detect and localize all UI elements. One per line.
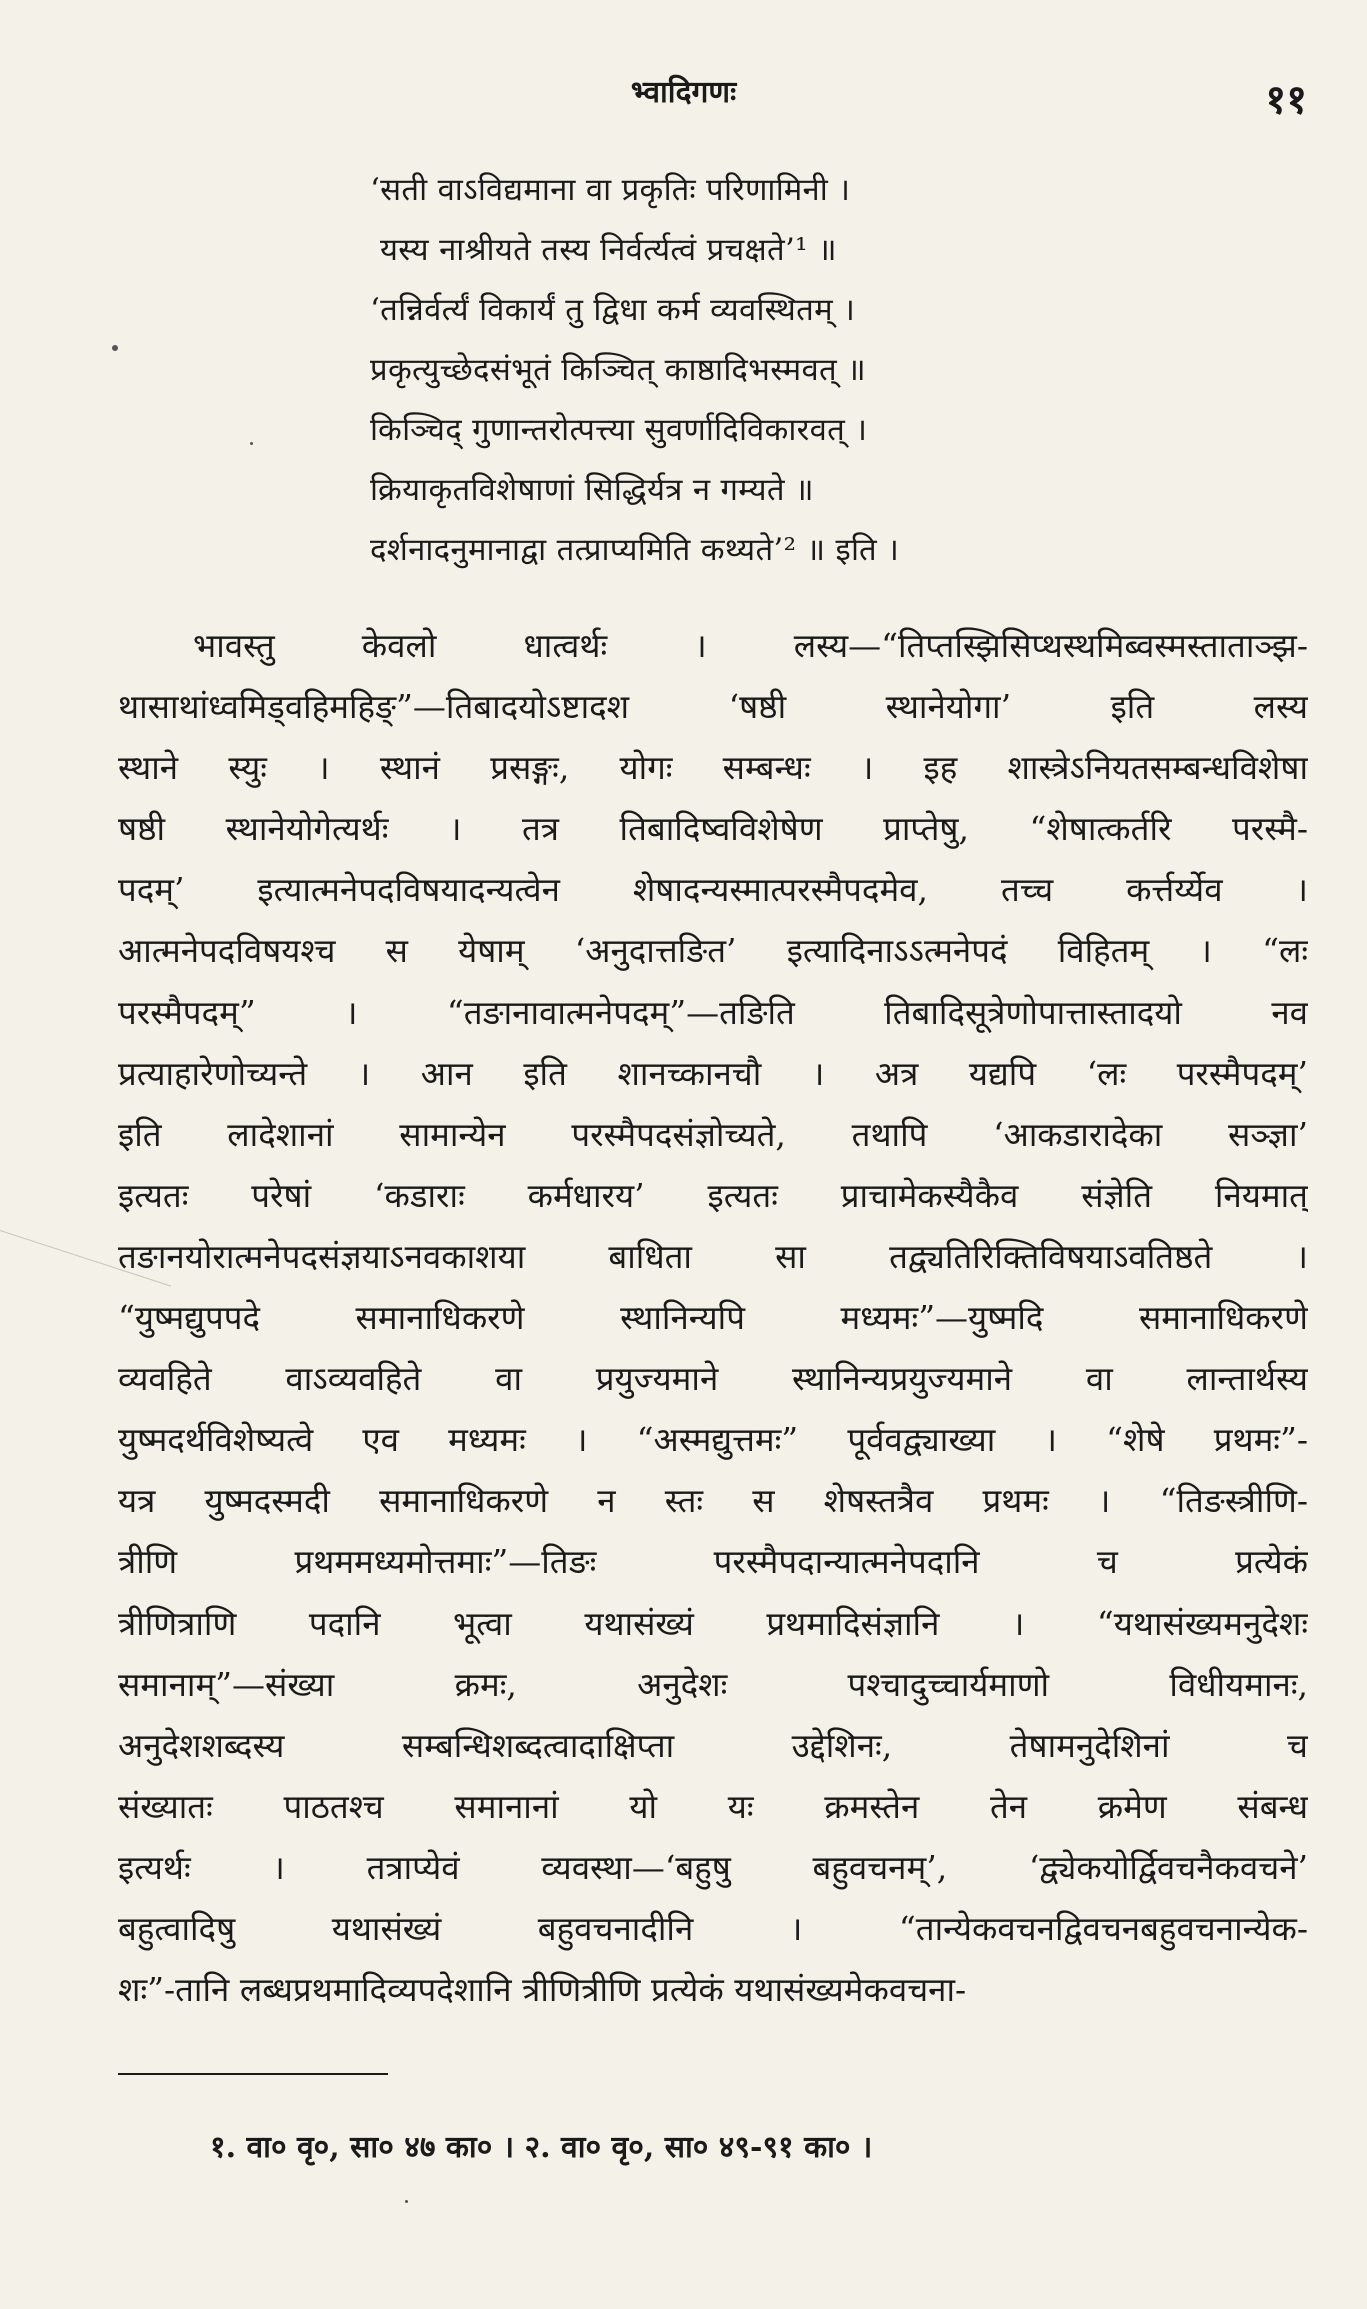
footnote: १. वा० वृ०, सा० ४७ का० । २. वा० वृ०, सा० ४९-९१ का० । (210, 2130, 873, 2165)
text-line: त्रीणित्राणि पदानि भूत्वा यथासंख्यं प्रथमादिसंज्ञानि । “यथासंख्यमनुदेशः (118, 1603, 1308, 1643)
footnote-rule (118, 2073, 388, 2075)
text-line: यत्र युष्मदस्मदी समानाधिकरणे न स्तः स शेषस्तत्रैव प्रथमः । “तिङस्त्रीणि- (118, 1481, 1308, 1521)
print-speck (405, 2200, 408, 2203)
text-line: “युष्मद्युपपदे समानाधिकरणे स्थानिन्यपि मध्यमः”—युष्मदि समानाधिकरणे (118, 1298, 1308, 1338)
page-header (0, 70, 1367, 123)
verse-line: ‘सती वाऽविद्यमाना वा प्रकृतिः परिणामिनी । (370, 172, 851, 208)
commentary-text (118, 615, 1308, 2020)
verse-line: ‘तन्निर्वर्त्यं विकार्यं तु द्विधा कर्म व्यवस्थितम् । (370, 292, 856, 328)
verse-block (360, 160, 1140, 580)
text-line: षष्ठी स्थानेयोगेत्यर्थः । तत्र तिबादिष्वविशेषेण प्राप्तेषु, “शेषात्कर्तरि परस्मै- (118, 809, 1308, 849)
text-line: समानाम्”—संख्या क्रमः, अनुदेशः पश्चादुच्चार्यमाणो विधीयमानः, (118, 1664, 1308, 1704)
page-number: ११ (1265, 76, 1307, 123)
running-head: भ्वादिगणः (630, 75, 737, 110)
verse-line: प्रकृत्युच्छेदसंभूतं किञ्चित् काष्ठादिभस्मवत् ॥ (370, 352, 866, 388)
text-line: स्थाने स्युः । स्थानं प्रसङ्गः, योगः सम्बन्धः । इह शास्त्रेऽनियतसम्बन्धविशेषा (118, 748, 1308, 788)
text-line: प्रत्याहारेणोच्यन्ते । आन इति शानच्कानचौ । अत्र यद्यपि ‘लः परस्मैपदम्’ (118, 1053, 1308, 1093)
text-line: संख्यातः पाठतश्च समानानां यो यः क्रमस्तेन तेन क्रमेण संबन्ध (118, 1786, 1308, 1826)
text-line: इति लादेशानां सामान्येन परस्मैपदसंज्ञोच्यते, तथापि ‘आकडारादेका सञ्ज्ञा’ (118, 1114, 1308, 1154)
text-line: थासाथांध्वमिड्वहिमहिङ्”—तिबादयोऽष्टादश ‘षष्ठी स्थानेयोगा’ इति लस्य (118, 687, 1308, 727)
text-line: शः”-तानि लब्धप्रथमादिव्यपदेशानि त्रीणित्रीणि प्रत्येकं यथासंख्यमेकवचना- (118, 1970, 967, 2010)
verse-line: क्रियाकृतविशेषाणां सिद्धिर्यत्र न गम्यते ॥ (370, 472, 814, 508)
text-line: परस्मैपदम्” । “तङानावात्मनेपदम्”—तङिति तिबादिसूत्रेणोपात्तास्तादयो नव (118, 992, 1308, 1032)
text-line: बहुत्वादिषु यथासंख्यं बहुवचनादीनि । “तान्येकवचनद्विवचनबहुवचनान्येक- (118, 1908, 1308, 1948)
text-line: अनुदेशशब्दस्य सम्बन्धिशब्दत्वादाक्षिप्ता उद्देशिनः, तेषामनुदेशिनां च (118, 1725, 1308, 1765)
text-line: आत्मनेपदविषयश्च स येषाम् ‘अनुदात्तङित’ इत्यादिनाऽऽत्मनेपदं विहितम् । “लः (118, 931, 1308, 971)
text-line: पदम्’ इत्यात्मनेपदविषयादन्यत्वेन शेषादन्यस्मात्परस्मैपदमेव, तच्च कर्त्तर्य्येव । (118, 870, 1308, 910)
text-line: इत्यतः परेषां ‘कडाराः कर्मधारय’ इत्यतः प्राचामेकस्यैकैव संज्ञेति नियमात् (118, 1175, 1308, 1215)
text-line: इत्यर्थः । तत्राप्येवं व्यवस्था—‘बहुषु बहुवचनम्’, ‘द्व्येकयोर्द्विवचनैकवचने’ (118, 1847, 1308, 1887)
print-speck (112, 345, 118, 351)
text-line: तङानयोरात्मनेपदसंज्ञयाऽनवकाशया बाधिता सा तद्व्यतिरिक्तिविषयाऽवतिष्ठते । (118, 1236, 1308, 1276)
verse-line: किञ्चिद् गुणान्तरोत्पत्त्या सुवर्णादिविकारवत् । (370, 412, 868, 448)
text-line: व्यवहिते वाऽव्यवहिते वा प्रयुज्यमाने स्थानिन्यप्रयुज्यमाने वा लान्तार्थस्य (118, 1359, 1308, 1399)
text-line: भावस्तु केवलो धात्वर्थः । लस्य—“तिप्तस्झिसिप्थस्थमिब्वस्मस्ताताञ्झ- (193, 626, 1308, 665)
verse-line: यस्य नाश्रीयते तस्य निर्वर्त्यत्वं प्रचक्षते’¹ ॥ (380, 232, 837, 268)
print-speck (250, 442, 253, 445)
verse-line: दर्शनादनुमानाद्वा तत्प्राप्यमिति कथ्यते’² ॥ इति । (370, 532, 900, 568)
text-line: त्रीणि प्रथममध्यमोत्तमाः”—तिङः परस्मैपदान्यात्मनेपदानि च प्रत्येकं (118, 1542, 1308, 1582)
text-line: युष्मदर्थविशेष्यत्वे एव मध्यमः । “अस्मद्युत्तमः” पूर्ववद्व्याख्या । “शेषे प्रथमः”- (118, 1420, 1308, 1460)
